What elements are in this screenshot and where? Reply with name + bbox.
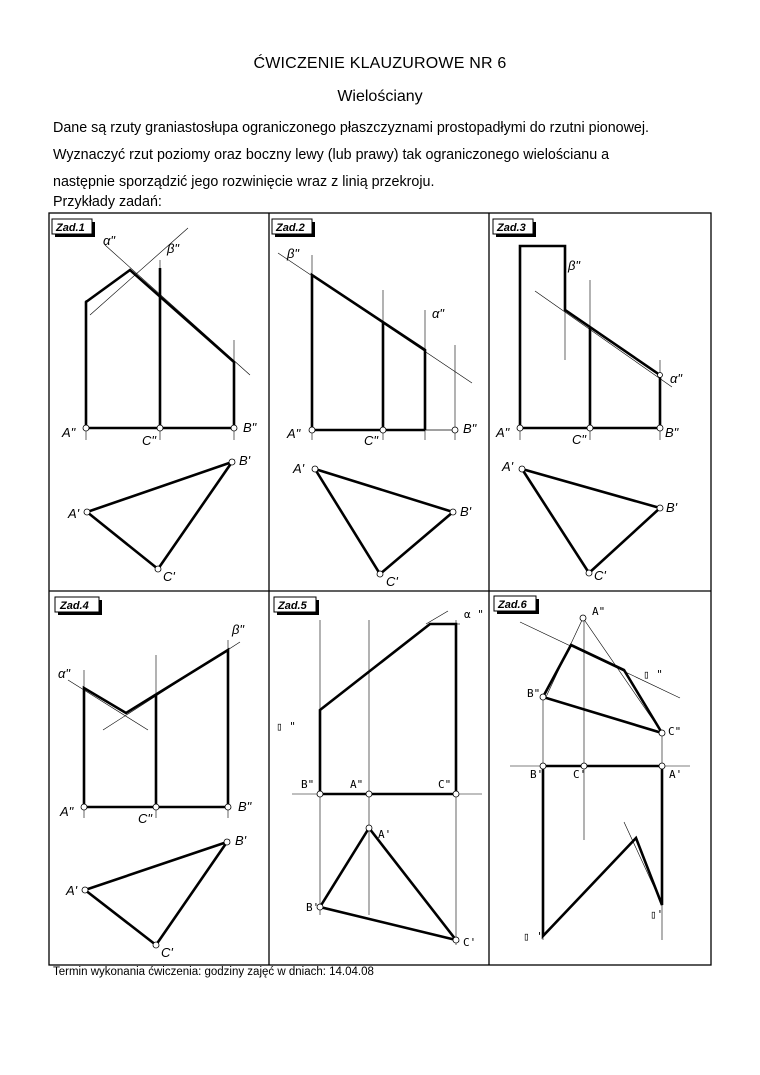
- task-2-alpha-label: α": [432, 306, 445, 321]
- task-2-tag-text: Zad.2: [276, 222, 305, 234]
- task-5-beta-label: ▯ ": [276, 720, 296, 733]
- task-6-C2-label: C": [668, 725, 682, 738]
- task-5-C1-label: C': [463, 936, 477, 949]
- task-6-tag-text: Zad.6: [498, 599, 527, 611]
- task-2-beta-label: β": [287, 246, 300, 261]
- task-3-beta-label: β": [568, 258, 581, 273]
- task-3: [493, 219, 683, 583]
- task-1-points: [83, 425, 237, 572]
- task-3-tag: [493, 219, 536, 237]
- task-5-tag-text: Zad.5: [278, 600, 307, 612]
- page-subtitle: Wielościany: [337, 88, 423, 105]
- task-4-A2-label: A": [60, 804, 74, 819]
- task-5-points: [317, 791, 459, 943]
- task-4-horizontal-projection: [85, 842, 227, 945]
- task-5-C2-label: C": [438, 778, 452, 791]
- task-2-B1-label: B': [460, 504, 472, 519]
- task-6-B2-label: B": [527, 687, 541, 700]
- task-4-B1-label: B': [235, 833, 247, 848]
- task-2-tag: [272, 219, 315, 237]
- task-6-tag: [494, 596, 539, 614]
- task-3-tag-text: Zad.3: [497, 222, 526, 234]
- task-2-vertical-projection: [312, 275, 455, 430]
- task-4-B2-label: B": [238, 799, 252, 814]
- task-4-beta-label: β": [232, 622, 245, 637]
- task-1-B2-label: B": [243, 420, 257, 435]
- task-1-B1-label: B': [239, 453, 251, 468]
- task-2-A1-label: A': [293, 461, 305, 476]
- task-1: [52, 219, 258, 584]
- task-5-A1-label: A': [378, 828, 392, 841]
- task-1-thin-lines: [86, 228, 250, 440]
- description-line-3: następnie sporządzić jego rozwinięcie wraz z linią przekroju.: [53, 174, 435, 190]
- task-2-points: [309, 427, 458, 577]
- task-4-C2-label: C": [138, 811, 153, 826]
- task-6-alpha1-label: ▯ ': [523, 930, 543, 943]
- task-1-A1-label: A': [68, 506, 80, 521]
- examples-label: Przykłady zadań:: [53, 194, 162, 210]
- task-3-thin-lines: [520, 280, 672, 440]
- task-5-A2-label: A": [350, 778, 364, 791]
- task-2-thin-lines: [278, 253, 472, 440]
- task-5-B2-label: B": [301, 778, 315, 791]
- description-line-2: Wyznaczyć rzut poziomy oraz boczny lewy (lub prawy) tak ograniczonego wielościanu a: [53, 147, 610, 163]
- task-3-horizontal-projection: [522, 469, 660, 573]
- description-line-1: Dane są rzuty graniastosłupa ograniczonego płaszczyznami prostopadłymi do rzutni pionowej.: [53, 120, 650, 136]
- task-6-points: [540, 615, 665, 769]
- task-1-C2-label: C": [142, 433, 157, 448]
- task-2: [272, 219, 478, 589]
- task-1-alpha-label: α": [103, 233, 116, 248]
- task-3-A2-label: A": [496, 425, 510, 440]
- task-1-A2-label: A": [62, 425, 76, 440]
- task-4-tag: [55, 597, 102, 615]
- task-2-B2-label: B": [463, 421, 477, 436]
- task-6-beta2-label: ▯ ": [643, 668, 663, 681]
- task-1-C1-label: C': [163, 569, 175, 584]
- grid-frame: [49, 213, 711, 965]
- task-3-B1-label: B': [666, 500, 678, 515]
- task-3-C1-label: C': [594, 568, 606, 583]
- task-6-A2-label: A": [592, 605, 606, 618]
- task-5-horizontal-projection: [320, 828, 456, 940]
- task-1-horizontal-projection: [87, 462, 232, 569]
- task-3-alpha-label: α": [670, 371, 683, 386]
- task-3-vertical-projection: [520, 246, 660, 428]
- task-1-beta-label: β": [167, 241, 180, 256]
- task-4-C1-label: C': [161, 945, 173, 960]
- task-6: [494, 596, 690, 943]
- task-2-C1-label: C': [386, 574, 398, 589]
- task-5-vertical-projection: [320, 624, 456, 794]
- task-6-B1-label: B': [530, 768, 544, 781]
- task-6-horizontal-projection: [543, 766, 662, 936]
- task-6-beta1-label: ▯': [650, 908, 664, 921]
- task-3-B2-label: B": [665, 425, 679, 440]
- task-4-points: [81, 804, 231, 948]
- page-title: ĆWICZENIE KLAUZUROWE NR 6: [253, 55, 507, 72]
- task-4: [55, 597, 253, 960]
- task-3-A1-label: A': [502, 459, 514, 474]
- task-5: [274, 597, 484, 949]
- task-2-A2-label: A": [287, 426, 301, 441]
- task-4-tag-text: Zad.4: [60, 600, 89, 612]
- task-3-C2-label: C": [572, 432, 587, 447]
- task-4-alpha-label: α": [58, 666, 71, 681]
- task-1-tag: [52, 219, 95, 237]
- task-6-vertical-projection: [543, 645, 662, 733]
- task-6-A1-label: A': [669, 768, 683, 781]
- task-4-thin-lines: [68, 640, 240, 818]
- task-2-C2-label: C": [364, 433, 379, 448]
- task-1-vertical-projection: [86, 268, 234, 428]
- task-1-tag-text: Zad.1: [56, 222, 85, 234]
- task-2-horizontal-projection: [315, 469, 453, 574]
- task-5-B1-label: B': [306, 901, 320, 914]
- task-5-alpha-label: α ": [464, 608, 484, 621]
- task-4-A1-label: A': [66, 883, 78, 898]
- task-6-C1-label: C': [573, 768, 587, 781]
- task-5-tag: [274, 597, 319, 615]
- deadline-footer: Termin wykonania ćwiczenia: godziny zajęć w dniach: 14.04.08: [53, 966, 374, 978]
